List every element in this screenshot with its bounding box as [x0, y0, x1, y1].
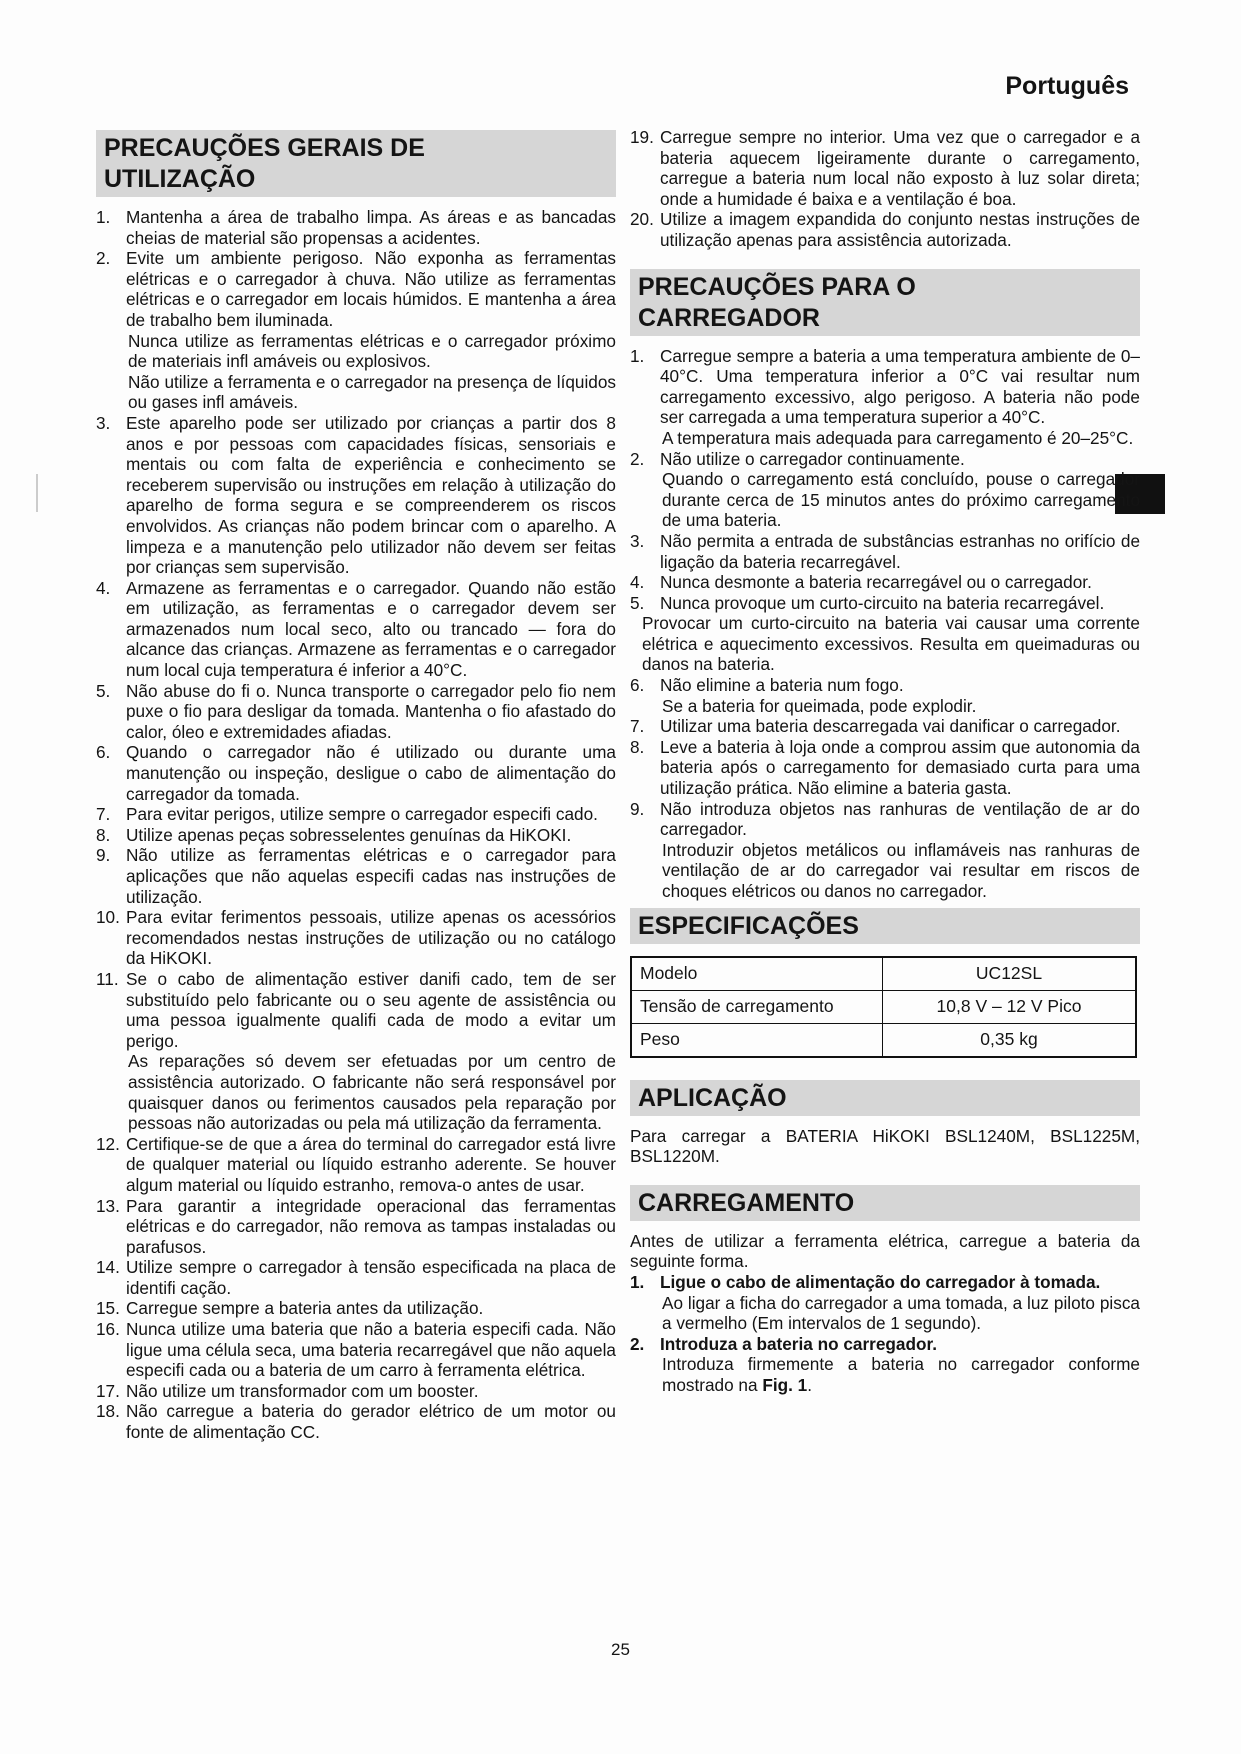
charging-heading: CARREGAMENTO — [630, 1185, 1140, 1221]
item-text: Nunca provoque um curto-circuito na bateria recarregável. — [660, 592, 1105, 613]
table-row — [631, 957, 1136, 991]
item-text: Utilize apenas peças sobresselentes genuínas da HiKOKI. — [126, 824, 572, 845]
item-number: 5. — [630, 592, 645, 613]
step-title: Ligue o cabo de alimentação do carregador à tomada. — [660, 1271, 1101, 1292]
list-item — [96, 1257, 616, 1298]
item-subtext: Se a bateria for queimada, pode explodir. — [662, 695, 977, 716]
item-text: Utilizar uma bateria descarregada vai danificar o carregador. — [660, 716, 1121, 737]
item-subtext: Não utilize a ferramenta e o carregador na presença de líquidos ou gases infl amáveis. — [128, 371, 616, 413]
list-item — [96, 804, 616, 825]
list-item — [630, 572, 1140, 593]
item-subtext: Quando o carregamento está concluído, pouse o carregador durante cerca de 15 minutos antes do próximo carregamento de uma bateria. — [662, 469, 1140, 531]
item-text: Para evitar ferimentos pessoais, utilize apenas os acessórios recomendados nestas instruções de utilização ou no catálogo da HiKOKI. — [126, 907, 616, 969]
item-text: Mantenha a área de trabalho limpa. As áreas e as bancadas cheias de material são propensas a acidentes. — [126, 207, 616, 248]
item-subtext: Nunca utilize as ferramentas elétricas e o carregador próximo de materiais infl amáveis ou explosivos. — [128, 330, 616, 372]
step-number: 1. — [630, 1271, 645, 1292]
list-item — [96, 413, 616, 578]
list-item — [630, 449, 1140, 470]
application-heading: APLICAÇÃO — [630, 1080, 1140, 1116]
list-item — [630, 346, 1140, 428]
item-text: Este aparelho pode ser utilizado por crianças a partir dos 8 anos e por pessoas com capacidades físicas, sensoriais e mentais ou com falta de experiência e conhecimento se receberem supervisão ou instruções em relação à utilização do aparelho de forma segura e se compreenderem os riscos envolvidos. As crianças não podem brincar com o aparelho. A limpeza e a manutenção pelo utilizador não devem ser feitas por crianças sem supervisão. — [126, 412, 616, 578]
item-number: 15. — [96, 1298, 120, 1319]
application-text: Para carregar a BATERIA HiKOKI BSL1240M, BSL1225M, BSL1220M. — [630, 1125, 1140, 1167]
charger-precautions-list — [630, 346, 1140, 902]
list-item — [630, 716, 1140, 737]
list-item — [630, 799, 1140, 840]
item-text: Carregue sempre no interior. Uma vez que o carregador e a bateria aquecem ligeiramente durante o carregamento, carregue a bateria num local não exposto à luz solar direta; onde a humidade é baixa e a ventilação é boa. — [660, 127, 1140, 209]
language-label: Português — [1005, 72, 1129, 100]
item-text: Não utilize o carregador continuamente. — [660, 448, 965, 469]
general-precautions-heading — [96, 130, 616, 197]
item-text: Evite um ambiente perigoso. Não exponha as ferramentas elétricas e o carregador à chuva. Não utilize as ferramentas elétricas e o carregador em locais húmidos. E mantenha a área de trabalho bem iluminada. — [126, 248, 616, 330]
item-number: 13. — [96, 1195, 120, 1216]
item-number: 11. — [96, 968, 119, 989]
item-text: Se o cabo de alimentação estiver danifi cado, tem de ser substituído pelo fabricante ou o seu agente de assistência ou uma pessoa igualmente qualifi cada de modo a evitar um perigo. — [126, 968, 616, 1051]
item-number: 3. — [96, 412, 111, 433]
general-precautions-list — [96, 207, 616, 1443]
heading-line: PRECAUÇÕES PARA O — [638, 272, 916, 301]
item-text: Nunca desmonte a bateria recarregável ou o carregador. — [660, 572, 1092, 593]
spec-label: Peso — [631, 1023, 883, 1057]
item-text: Quando o carregador não é utilizado ou durante uma manutenção ou inspeção, desligue o cabo de alimentação do carregador da tomada. — [126, 742, 616, 804]
item-text: Não introduza objetos nas ranhuras de ventilação de ar do carregador. — [660, 798, 1140, 840]
table-row — [631, 1023, 1136, 1057]
specifications-heading: ESPECIFICAÇÕES — [630, 908, 1140, 944]
item-number: 12. — [96, 1133, 120, 1154]
heading-line: PRECAUÇÕES GERAIS DE — [104, 134, 425, 162]
item-number: 2. — [630, 448, 645, 469]
list-item — [630, 737, 1140, 799]
step-text: Ao ligar a ficha do carregador a uma tomada, a luz piloto pisca a vermelho (Em intervalos de 1 segundo). — [662, 1292, 1140, 1334]
item-number: 20. — [630, 209, 654, 230]
item-number: 17. — [96, 1380, 120, 1401]
item-subtext: As reparações só devem ser efetuadas por um centro de assistência autorizado. O fabricante não será responsável por quaisquer danos ou ferimentos causados pela reparação por pessoas não autorizadas ou pela má utilização da ferramenta. — [128, 1051, 616, 1134]
item-number: 9. — [96, 845, 111, 866]
item-text: Para garantir a integridade operacional das ferramentas elétricas e do carregador, não remova as tampas instaladas ou parafusos. — [126, 1195, 616, 1257]
heading-line: UTILIZAÇÃO — [104, 165, 256, 193]
list-item — [630, 127, 1140, 209]
page-number: 25 — [611, 1640, 630, 1659]
item-number: 4. — [630, 572, 645, 593]
item-text: Armazene as ferramentas e o carregador. Quando não estão em utilização, as ferramentas e o carregador devem ser armazenados num local seco, alto ou trancado — fora do alcance das crianças. Armazene as ferramentas e o carregador num local cuja temperatura é inferior a 40°C. — [126, 577, 616, 681]
item-number: 10. — [96, 907, 120, 928]
heading-line: CARREGADOR — [638, 303, 820, 332]
item-number: 4. — [96, 577, 111, 598]
list-item — [96, 1134, 616, 1196]
table-row — [631, 990, 1136, 1023]
list-item — [630, 593, 1140, 614]
spec-label: Modelo — [631, 957, 883, 991]
list-item — [96, 1319, 616, 1381]
item-text: Nunca utilize uma bateria que não a bateria especifi cada. Não ligue uma célula seca, uma bateria recarregável que não aquela especifi cada ou a bateria de um carro à ferramenta elétrica. — [126, 1319, 616, 1381]
item-text: Não permita a entrada de substâncias estranhas no orifício de ligação da bateria recarregável. — [660, 530, 1140, 572]
item-text: Para evitar perigos, utilize sempre o carregador especifi cado. — [126, 804, 598, 825]
list-item — [96, 578, 616, 681]
item-text: Carregue sempre a bateria antes da utilização. — [126, 1298, 484, 1319]
item-subtext: Provocar um curto-circuito na bateria vai causar uma corrente elétrica e aquecimento excessivos. Resulta em queimaduras ou danos na bateria. — [642, 613, 1140, 675]
charger-precautions-heading — [630, 269, 1140, 336]
item-number: 14. — [96, 1257, 120, 1278]
step-number: 2. — [630, 1333, 645, 1354]
margin-line — [36, 474, 38, 512]
item-subtext: Introduzir objetos metálicos ou inflamáveis nas ranhuras de ventilação de ar do carregador vai resultar em riscos de choques elétricos ou danos no carregador. — [662, 839, 1140, 901]
list-item — [96, 845, 616, 907]
list-item — [96, 248, 616, 330]
list-item — [96, 1401, 616, 1442]
general-precautions-continued — [630, 127, 1140, 251]
spec-label: Tensão de carregamento — [631, 990, 883, 1023]
charging-intro: Antes de utilizar a ferramenta elétrica, carregue a bateria da seguinte forma. — [630, 1230, 1140, 1272]
item-text: Utilize a imagem expandida do conjunto nestas instruções de utilização apenas para assistência autorizada. — [660, 209, 1140, 250]
list-item — [630, 531, 1140, 572]
figure-reference: Fig. 1 — [762, 1374, 808, 1395]
item-text: Leve a bateria à loja onde a comprou assim que autonomia da bateria após o carregamento for demasiado curta para uma utilização prática. Não elimine a bateria gasta. — [660, 736, 1140, 799]
item-number: 5. — [96, 680, 111, 701]
list-item — [96, 681, 616, 743]
right-column — [630, 127, 1140, 1396]
specifications-table — [630, 956, 1137, 1058]
item-text: Não utilize um transformador com um booster. — [126, 1380, 479, 1401]
step-title: Introduza a bateria no carregador. — [660, 1333, 937, 1354]
item-subtext: A temperatura mais adequada para carregamento é 20–25°C. — [662, 427, 1134, 448]
charging-step — [630, 1334, 1140, 1355]
item-number: 19. — [630, 127, 654, 147]
item-number: 7. — [96, 804, 111, 825]
item-number: 6. — [96, 742, 111, 763]
list-item — [96, 1381, 616, 1402]
list-item — [96, 1196, 616, 1258]
list-item — [96, 907, 616, 969]
item-number: 8. — [630, 736, 645, 757]
item-text: Não utilize as ferramentas elétricas e o carregador para aplicações que não aquelas especifi cadas nas instruções de utilização. — [126, 845, 616, 907]
item-number: 18. — [96, 1401, 120, 1422]
spec-value: 0,35 kg — [883, 1023, 1137, 1057]
list-item — [96, 1298, 616, 1319]
item-number: 16. — [96, 1319, 120, 1340]
item-number: 7. — [630, 716, 645, 737]
item-number: 2. — [96, 248, 111, 269]
item-text: Certifique-se de que a área do terminal do carregador está livre de qualquer material ou líquido estranho aderente. Se houver algum material ou líquido estranho, remova-o antes de usar. — [126, 1133, 616, 1195]
list-item — [630, 209, 1140, 250]
item-text: Não abuse do fi o. Nunca transporte o carregador pelo fio nem puxe o fio para desligar da tomada. Mantenha o fio afastado do calor, óleo e extremidades afiadas. — [126, 680, 616, 742]
left-column — [96, 130, 616, 1443]
item-text: Carregue sempre a bateria a uma temperatura ambiente de 0–40°C. Uma temperatura inferior a 0°C vai resultar num carregamento excessivo, algo perigoso. A bateria não pode ser carregada a uma temperatura superior a 40°C. — [660, 345, 1140, 428]
item-number: 1. — [96, 207, 111, 227]
item-text: Utilize sempre o carregador à tensão especificada na placa de identifi cação. — [126, 1257, 616, 1298]
list-item — [96, 207, 616, 248]
list-item — [96, 825, 616, 846]
item-text: Não elimine a bateria num fogo. — [660, 675, 904, 696]
list-item — [96, 969, 616, 1051]
item-number: 1. — [630, 345, 645, 366]
item-number: 3. — [630, 530, 645, 551]
item-number: 9. — [630, 798, 645, 819]
list-item — [630, 675, 1140, 696]
item-text: Não carregue a bateria do gerador elétrico de um motor ou fonte de alimentação CC. — [126, 1401, 616, 1443]
step-text: Introduza firmemente a bateria no carregador conforme mostrado na Fig. 1. — [662, 1354, 1140, 1395]
item-number: 8. — [96, 824, 111, 845]
list-item — [96, 742, 616, 804]
spec-value: 10,8 V – 12 V Pico — [883, 990, 1137, 1023]
item-number: 6. — [630, 675, 645, 696]
charging-step — [630, 1272, 1140, 1293]
spec-value: UC12SL — [883, 957, 1137, 991]
